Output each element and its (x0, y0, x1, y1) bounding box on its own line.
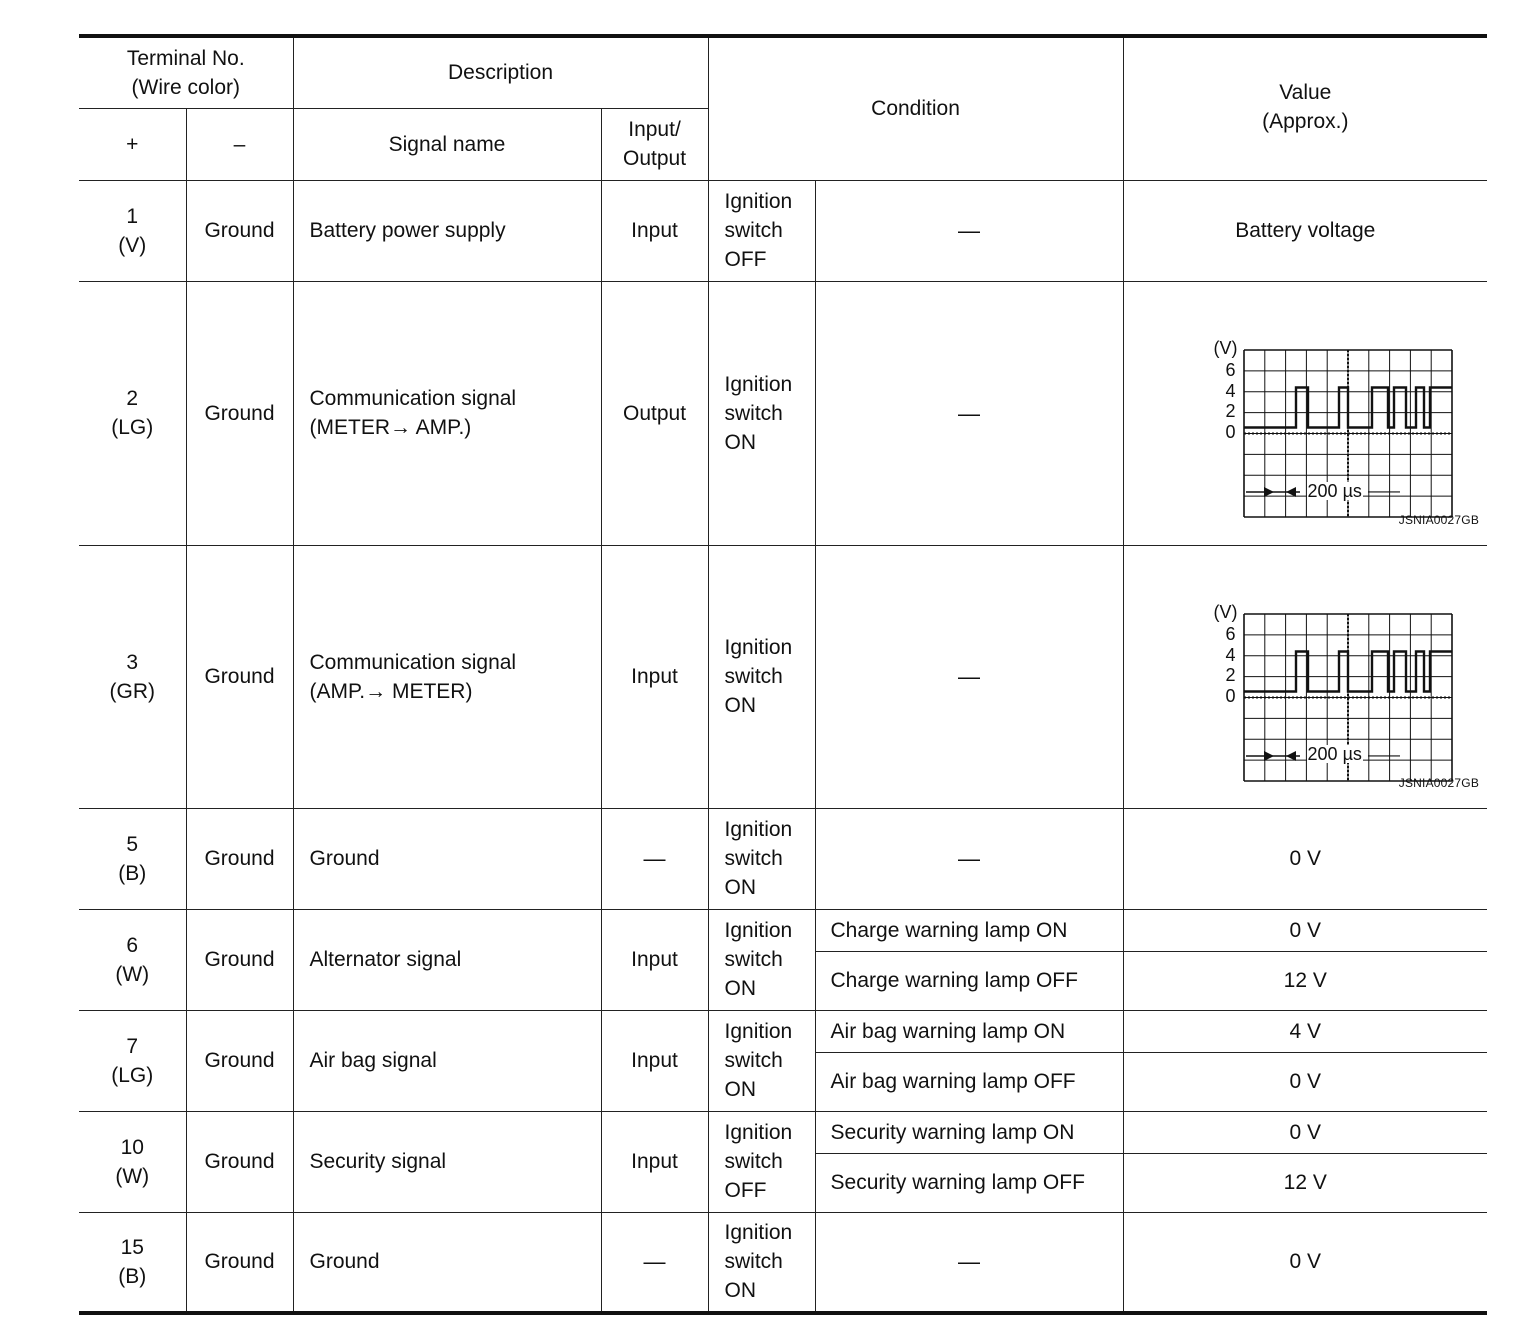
terminal-cell (79, 180, 186, 281)
signal-name-header: Signal name (293, 108, 601, 180)
terminal-cell-line2: (LG) (111, 416, 154, 439)
signal-name-cell (293, 281, 601, 545)
signal-name-cell-line1: Battery power supply (309, 219, 506, 242)
ignition-cell-line3: ON (724, 1279, 757, 1303)
condition-cell: — (815, 808, 1123, 909)
waveform-ytick-label: 0 (1225, 422, 1236, 442)
ignition-cell-line3: OFF (724, 1179, 767, 1202)
condition-cell: Security warning lamp OFF (815, 1153, 1123, 1212)
signal-name-cell (293, 909, 601, 1010)
value-cell: 0 V (1123, 808, 1487, 909)
terminal-spec-table (79, 34, 1487, 1315)
ignition-cell-line1: Ignition (724, 636, 793, 659)
ground-cell: Ground (186, 1212, 293, 1313)
io-cell: Output (601, 281, 708, 545)
ignition-cell-line3: ON (724, 694, 757, 717)
terminal-cell-line2: (W) (115, 1164, 150, 1188)
ignition-cell-line1: Ignition (724, 1221, 793, 1245)
signal-name-cell-line1: Ground (309, 1250, 380, 1274)
waveform-ytick-label: 2 (1225, 401, 1236, 421)
signal-name-cell (293, 808, 601, 909)
ignition-cell-line2: switch (724, 1250, 783, 1274)
terminal-cell-line2: (LG) (111, 1063, 154, 1087)
waveform-ytick-label: 4 (1225, 381, 1236, 401)
table-row (79, 180, 1487, 281)
io-header-line1: Input/ (628, 118, 681, 141)
waveform-cell (1123, 281, 1487, 545)
ignition-cell-line3: ON (724, 977, 757, 1000)
condition-cell: Charge warning lamp OFF (815, 951, 1123, 1010)
condition-cell: — (815, 281, 1123, 545)
figure-id: JSNIA0027GB (1398, 512, 1480, 527)
ignition-cell (708, 1010, 815, 1111)
ignition-cell-line1: Ignition (724, 919, 793, 942)
io-cell: Input (601, 1111, 708, 1212)
table-row (79, 909, 1487, 951)
oscilloscope-waveform (1164, 562, 1504, 792)
ignition-cell-line3: ON (724, 1078, 757, 1101)
condition-cell: — (815, 545, 1123, 808)
ground-cell: Ground (186, 1010, 293, 1111)
waveform-time-scale: 200 µs (1307, 744, 1362, 765)
io-header-line2: Output (622, 147, 687, 170)
ignition-cell (708, 909, 815, 1010)
waveform-ytick-label: 6 (1225, 623, 1236, 644)
value-cell: 12 V (1123, 951, 1487, 1010)
signal-name-cell (293, 180, 601, 281)
terminal-cell-line1: 6 (126, 933, 139, 957)
minus-header: – (186, 108, 293, 180)
header-row-top (79, 36, 1487, 108)
table-row (79, 281, 1487, 545)
value-cell: 0 V (1123, 1212, 1487, 1313)
terminal-cell-line1: 2 (126, 387, 139, 410)
ground-cell: Ground (186, 545, 293, 808)
terminal-cell-line2: (B) (118, 1264, 147, 1288)
description-header: Description (293, 36, 708, 108)
waveform-unit-label: (V) (1213, 338, 1238, 358)
io-cell: Input (601, 909, 708, 1010)
condition-cell: Air bag warning lamp OFF (815, 1052, 1123, 1111)
value-cell: 12 V (1123, 1153, 1487, 1212)
terminal-cell-line2: (B) (118, 861, 147, 885)
table-row (79, 1010, 1487, 1052)
value-cell: 4 V (1123, 1010, 1487, 1052)
waveform-time-scale: 200 µs (1307, 480, 1362, 501)
waveform-cell (1123, 545, 1487, 808)
terminal-cell-line1: 7 (126, 1034, 139, 1058)
terminal-cell-line1: 1 (126, 204, 139, 228)
condition-cell: — (815, 1212, 1123, 1313)
signal-name-cell-line1: Security signal (309, 1150, 447, 1173)
waveform-ytick-label: 0 (1225, 685, 1236, 706)
ignition-cell-line1: Ignition (724, 1121, 793, 1144)
terminal-cell (79, 1212, 186, 1313)
condition-header: Condition (708, 36, 1123, 180)
terminal-cell (79, 1111, 186, 1212)
terminal-cell (79, 909, 186, 1010)
ignition-cell-line1: Ignition (724, 1020, 793, 1043)
signal-name-cell (293, 1010, 601, 1111)
table-row (79, 808, 1487, 909)
waveform-ytick-label: 6 (1225, 360, 1236, 380)
figure-id: JSNIA0027GB (1398, 775, 1480, 790)
ignition-cell-line2: switch (724, 401, 783, 425)
terminal-header-line1: Terminal No. (126, 46, 245, 70)
ignition-cell-line1: Ignition (724, 190, 793, 213)
io-cell: — (601, 1212, 708, 1313)
ground-cell: Ground (186, 808, 293, 909)
ignition-cell-line2: switch (724, 1150, 783, 1173)
ignition-cell-line2: switch (724, 847, 783, 870)
signal-name-cell-line2: (AMP.→ METER) (309, 679, 473, 703)
ignition-cell (708, 1111, 815, 1212)
signal-name-cell-line1: Communication signal (309, 387, 517, 410)
plus-header: + (79, 108, 186, 180)
table-row (79, 545, 1487, 808)
signal-name-cell-line1: Ground (309, 847, 380, 870)
terminal-cell-line1: 5 (126, 832, 139, 856)
ground-cell: Ground (186, 909, 293, 1010)
terminal-cell (79, 808, 186, 909)
condition-cell: Air bag warning lamp ON (815, 1010, 1123, 1052)
signal-name-cell-line1: Air bag signal (309, 1049, 437, 1072)
ignition-cell-line2: switch (724, 219, 783, 242)
waveform-ytick-label: 2 (1225, 664, 1236, 685)
ignition-cell (708, 808, 815, 909)
signal-name-cell-line2: (METER→ AMP.) (309, 416, 472, 439)
io-cell: Input (601, 1010, 708, 1111)
ground-cell: Ground (186, 180, 293, 281)
ignition-cell-line2: switch (724, 1049, 783, 1072)
ground-cell: Ground (186, 281, 293, 545)
value-cell: Battery voltage (1123, 180, 1487, 281)
oscilloscope-waveform (1164, 298, 1504, 528)
io-cell: — (601, 808, 708, 909)
ignition-cell (708, 180, 815, 281)
ignition-cell-line1: Ignition (724, 818, 793, 841)
terminal-cell-line1: 3 (126, 650, 139, 674)
table-row (79, 1212, 1487, 1313)
signal-name-cell (293, 1212, 601, 1313)
terminal-cell (79, 1010, 186, 1111)
table-row (79, 1111, 1487, 1153)
condition-cell: Charge warning lamp ON (815, 909, 1123, 951)
waveform-unit-label: (V) (1213, 601, 1238, 622)
ignition-cell (708, 545, 815, 808)
signal-name-cell (293, 545, 601, 808)
condition-cell: Security warning lamp ON (815, 1111, 1123, 1153)
terminal-cell-line1: 10 (120, 1135, 144, 1159)
signal-name-cell-line1: Alternator signal (309, 948, 462, 971)
value-cell: 0 V (1123, 1052, 1487, 1111)
terminal-header (79, 36, 293, 108)
io-cell: Input (601, 545, 708, 808)
terminal-cell-line1: 15 (120, 1235, 144, 1259)
waveform-ytick-label: 4 (1225, 644, 1236, 665)
ignition-cell-line3: ON (724, 876, 757, 899)
signal-name-cell-line1: Communication signal (309, 650, 517, 674)
terminal-cell (79, 281, 186, 545)
ground-cell: Ground (186, 1111, 293, 1212)
ignition-cell-line3: ON (724, 430, 757, 454)
terminal-cell (79, 545, 186, 808)
io-cell: Input (601, 180, 708, 281)
value-header-line2: (Approx.) (1262, 110, 1349, 133)
ignition-cell-line2: switch (724, 948, 783, 971)
ignition-cell (708, 281, 815, 545)
value-header (1123, 36, 1487, 180)
value-cell: 0 V (1123, 909, 1487, 951)
io-header (601, 108, 708, 180)
value-header-line1: Value (1279, 81, 1332, 104)
ignition-cell-line2: switch (724, 665, 783, 688)
signal-name-cell (293, 1111, 601, 1212)
ignition-cell-line3: OFF (724, 248, 767, 271)
terminal-cell-line2: (V) (118, 233, 147, 257)
value-cell: 0 V (1123, 1111, 1487, 1153)
terminal-header-line2: (Wire color) (131, 75, 240, 99)
ignition-cell (708, 1212, 815, 1313)
terminal-cell-line2: (GR) (109, 679, 155, 703)
condition-cell: — (815, 180, 1123, 281)
terminal-cell-line2: (W) (115, 962, 150, 986)
ignition-cell-line1: Ignition (724, 372, 793, 396)
